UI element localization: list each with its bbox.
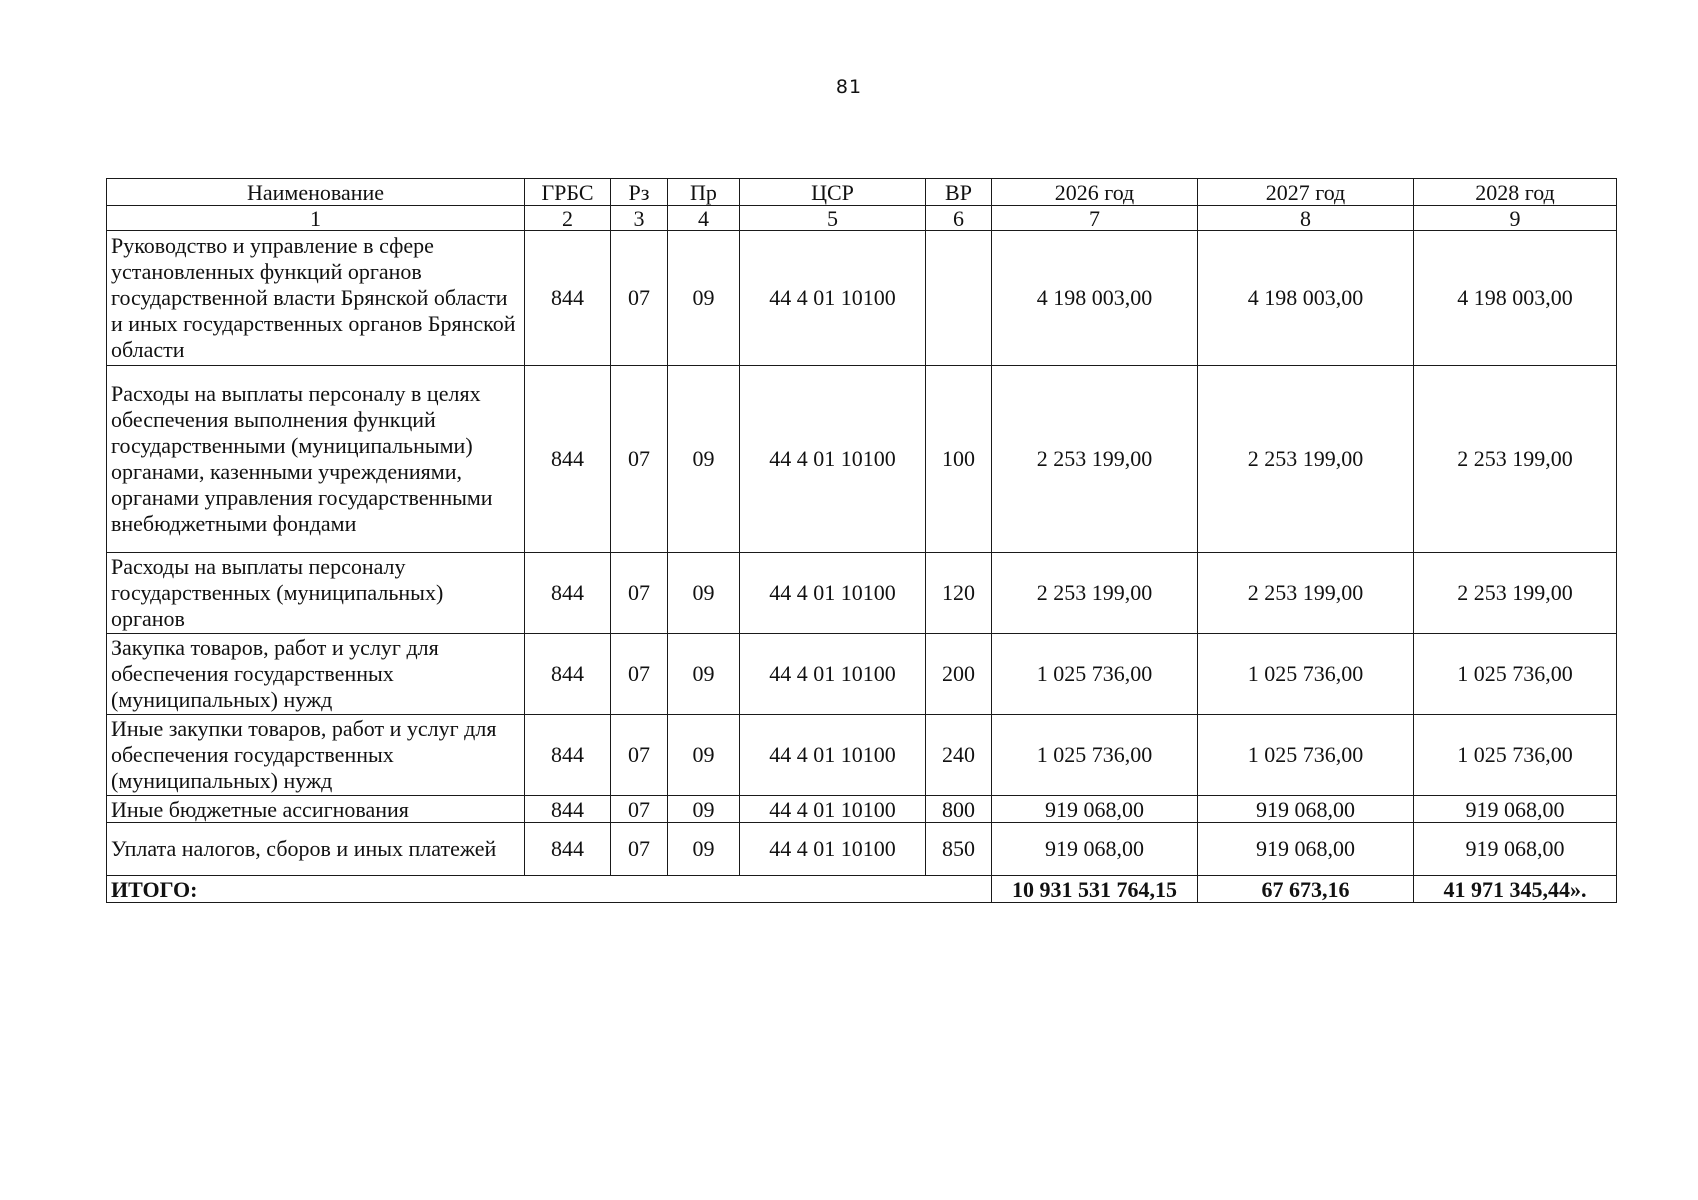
table-row [107, 553, 1617, 634]
column-number: 9 [1414, 206, 1617, 231]
row-rz: 07 [611, 796, 668, 823]
row-rz: 07 [611, 715, 668, 796]
header-name: Наименование [107, 179, 525, 206]
row-2027: 4 198 003,00 [1198, 231, 1414, 366]
row-2026: 1 025 736,00 [992, 634, 1198, 715]
row-grbs: 844 [525, 823, 611, 876]
column-number: 1 [107, 206, 525, 231]
column-number: 3 [611, 206, 668, 231]
row-rz: 07 [611, 366, 668, 553]
budget-table [106, 178, 1617, 903]
row-2028: 2 253 199,00 [1414, 553, 1617, 634]
row-csr: 44 4 01 10100 [740, 715, 926, 796]
row-name: Закупка товаров, работ и услуг для обеспечения государственных (муниципальных) нужд [107, 634, 525, 715]
row-2028: 919 068,00 [1414, 823, 1617, 876]
row-2028: 2 253 199,00 [1414, 366, 1617, 553]
column-number: 8 [1198, 206, 1414, 231]
row-rz: 07 [611, 231, 668, 366]
column-number: 5 [740, 206, 926, 231]
row-name: Иные бюджетные ассигнования [107, 796, 525, 823]
row-csr: 44 4 01 10100 [740, 366, 926, 553]
table-row [107, 715, 1617, 796]
row-pr: 09 [668, 366, 740, 553]
column-number: 6 [926, 206, 992, 231]
row-name: Расходы на выплаты персоналу в целях обеспечения выполнения функций государственными (муниципальными) органами, казенными учреждениями, органами управления государственными внебюджетными фондами [107, 366, 525, 553]
row-2027: 2 253 199,00 [1198, 553, 1414, 634]
total-row [107, 876, 1617, 903]
row-2027: 919 068,00 [1198, 796, 1414, 823]
row-rz: 07 [611, 553, 668, 634]
column-number: 7 [992, 206, 1198, 231]
row-name: Руководство и управление в сфере установленных функций органов государственной власти Брянской области и иных государственных органов Брянской области [107, 231, 525, 366]
row-grbs: 844 [525, 231, 611, 366]
row-csr: 44 4 01 10100 [740, 553, 926, 634]
header-pr: Пр [668, 179, 740, 206]
column-number-row [107, 206, 1617, 231]
row-2027: 2 253 199,00 [1198, 366, 1414, 553]
row-name: Иные закупки товаров, работ и услуг для обеспечения государственных (муниципальных) нужд [107, 715, 525, 796]
header-2026: 2026 год [992, 179, 1198, 206]
row-csr: 44 4 01 10100 [740, 231, 926, 366]
table-row [107, 231, 1617, 366]
row-pr: 09 [668, 715, 740, 796]
page-number: 81 [835, 76, 863, 98]
row-2027: 1 025 736,00 [1198, 634, 1414, 715]
row-pr: 09 [668, 823, 740, 876]
total-label: ИТОГО: [107, 876, 992, 903]
row-2026: 1 025 736,00 [992, 715, 1198, 796]
row-csr: 44 4 01 10100 [740, 634, 926, 715]
row-rz: 07 [611, 823, 668, 876]
header-csr: ЦСР [740, 179, 926, 206]
column-number: 4 [668, 206, 740, 231]
row-2028: 1 025 736,00 [1414, 715, 1617, 796]
row-vr: 200 [926, 634, 992, 715]
row-2028: 4 198 003,00 [1414, 231, 1617, 366]
row-vr: 850 [926, 823, 992, 876]
row-2026: 2 253 199,00 [992, 366, 1198, 553]
row-pr: 09 [668, 553, 740, 634]
row-rz: 07 [611, 634, 668, 715]
row-name: Расходы на выплаты персоналу государственных (муниципальных) органов [107, 553, 525, 634]
header-2027: 2027 год [1198, 179, 1414, 206]
header-grbs: ГРБС [525, 179, 611, 206]
row-2026: 919 068,00 [992, 796, 1198, 823]
total-2026: 10 931 531 764,15 [992, 876, 1198, 903]
table-row [107, 796, 1617, 823]
row-grbs: 844 [525, 796, 611, 823]
row-csr: 44 4 01 10100 [740, 796, 926, 823]
row-vr [926, 231, 992, 366]
row-name: Уплата налогов, сборов и иных платежей [107, 823, 525, 876]
table-row [107, 823, 1617, 876]
row-pr: 09 [668, 231, 740, 366]
row-2026: 919 068,00 [992, 823, 1198, 876]
row-csr: 44 4 01 10100 [740, 823, 926, 876]
row-vr: 100 [926, 366, 992, 553]
row-vr: 120 [926, 553, 992, 634]
row-grbs: 844 [525, 553, 611, 634]
row-2026: 4 198 003,00 [992, 231, 1198, 366]
row-pr: 09 [668, 796, 740, 823]
row-pr: 09 [668, 634, 740, 715]
row-2027: 919 068,00 [1198, 823, 1414, 876]
total-2028: 41 971 345,44». [1414, 876, 1617, 903]
table-row [107, 366, 1617, 553]
row-2028: 1 025 736,00 [1414, 634, 1617, 715]
header-2028: 2028 год [1414, 179, 1617, 206]
header-row [107, 179, 1617, 206]
column-number: 2 [525, 206, 611, 231]
header-vr: ВР [926, 179, 992, 206]
header-rz: Рз [611, 179, 668, 206]
row-vr: 240 [926, 715, 992, 796]
row-grbs: 844 [525, 715, 611, 796]
row-2028: 919 068,00 [1414, 796, 1617, 823]
total-2027: 67 673,16 [1198, 876, 1414, 903]
row-2026: 2 253 199,00 [992, 553, 1198, 634]
table-row [107, 634, 1617, 715]
row-grbs: 844 [525, 634, 611, 715]
row-2027: 1 025 736,00 [1198, 715, 1414, 796]
row-vr: 800 [926, 796, 992, 823]
row-grbs: 844 [525, 366, 611, 553]
